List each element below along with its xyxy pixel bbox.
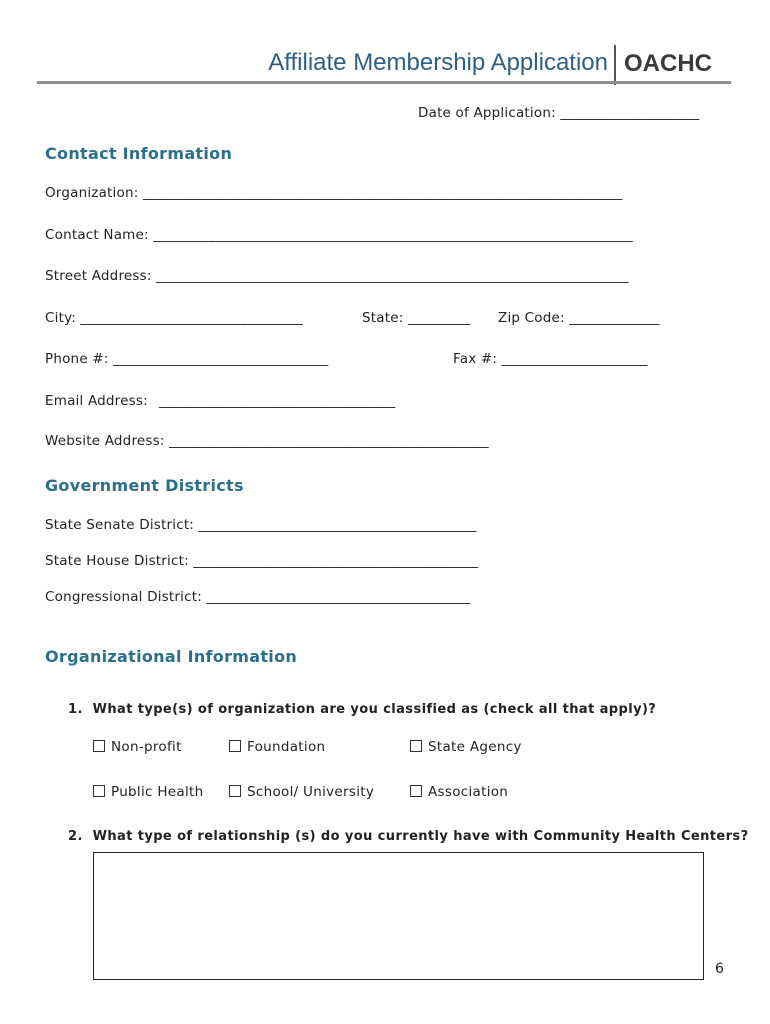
checkbox-school-university[interactable] (229, 784, 374, 800)
checkbox-icon[interactable] (93, 785, 105, 797)
option-label: Non-profit (111, 739, 182, 755)
checkbox-icon[interactable] (410, 785, 422, 797)
phone-field[interactable]: Phone #: _______________________________ (45, 351, 329, 367)
organization-field[interactable]: Organization: _____________________________________________________________________ (45, 185, 623, 201)
street-address-field[interactable]: Street Address: ____________________________________________________________________ (45, 268, 629, 284)
relationship-answer-box[interactable] (93, 852, 704, 980)
organizational-information-heading: Organizational Information (45, 647, 298, 666)
zip-code-field[interactable]: Zip Code: _____________ (498, 310, 660, 326)
date-of-application-field[interactable]: Date of Application: ____________________ (418, 105, 700, 121)
option-label: School/ University (247, 784, 375, 800)
checkbox-icon[interactable] (229, 740, 241, 752)
checkbox-icon[interactable] (410, 740, 422, 752)
city-field[interactable]: City: ________________________________ (45, 310, 303, 326)
header-rule (37, 81, 731, 84)
checkbox-association[interactable] (410, 784, 508, 800)
question-2: 2. What type of relationship (s) do you currently have with Community Health Centers? (68, 829, 749, 844)
organization-logo-text: OACHC (624, 50, 712, 77)
congressional-district-field[interactable]: Congressional District: ______________________________________ (45, 589, 471, 605)
state-house-district-field[interactable]: State House District: _________________________________________ (45, 553, 479, 569)
header-divider (614, 45, 616, 85)
option-label: Public Health (111, 784, 204, 800)
checkbox-icon[interactable] (93, 740, 105, 752)
checkbox-foundation[interactable] (229, 739, 325, 755)
state-senate-district-field[interactable]: State Senate District: ________________________________________ (45, 517, 477, 533)
option-label: Foundation (247, 739, 326, 755)
fax-field[interactable]: Fax #: _____________________ (453, 351, 648, 367)
option-label: State Agency (428, 739, 522, 755)
page-number: 6 (715, 961, 724, 977)
email-address-label: Email Address: (45, 393, 148, 409)
option-label: Association (428, 784, 509, 800)
checkbox-non-profit[interactable] (93, 739, 182, 755)
contact-information-heading: Contact Information (45, 144, 233, 163)
checkbox-state-agency[interactable] (410, 739, 522, 755)
government-districts-heading: Government Districts (45, 476, 244, 495)
website-address-field[interactable]: Website Address: ______________________________________________ (45, 433, 489, 449)
state-field[interactable]: State: _________ (362, 310, 471, 326)
checkbox-icon[interactable] (229, 785, 241, 797)
checkbox-public-health[interactable] (93, 784, 203, 800)
document-title: Affiliate Membership Application (268, 49, 608, 76)
email-address-field[interactable]: __________________________________ (159, 393, 396, 409)
contact-name-field[interactable]: Contact Name: _____________________________________________________________________ (45, 227, 633, 243)
question-1: 1. What type(s) of organization are you classified as (check all that apply)? (68, 702, 657, 717)
